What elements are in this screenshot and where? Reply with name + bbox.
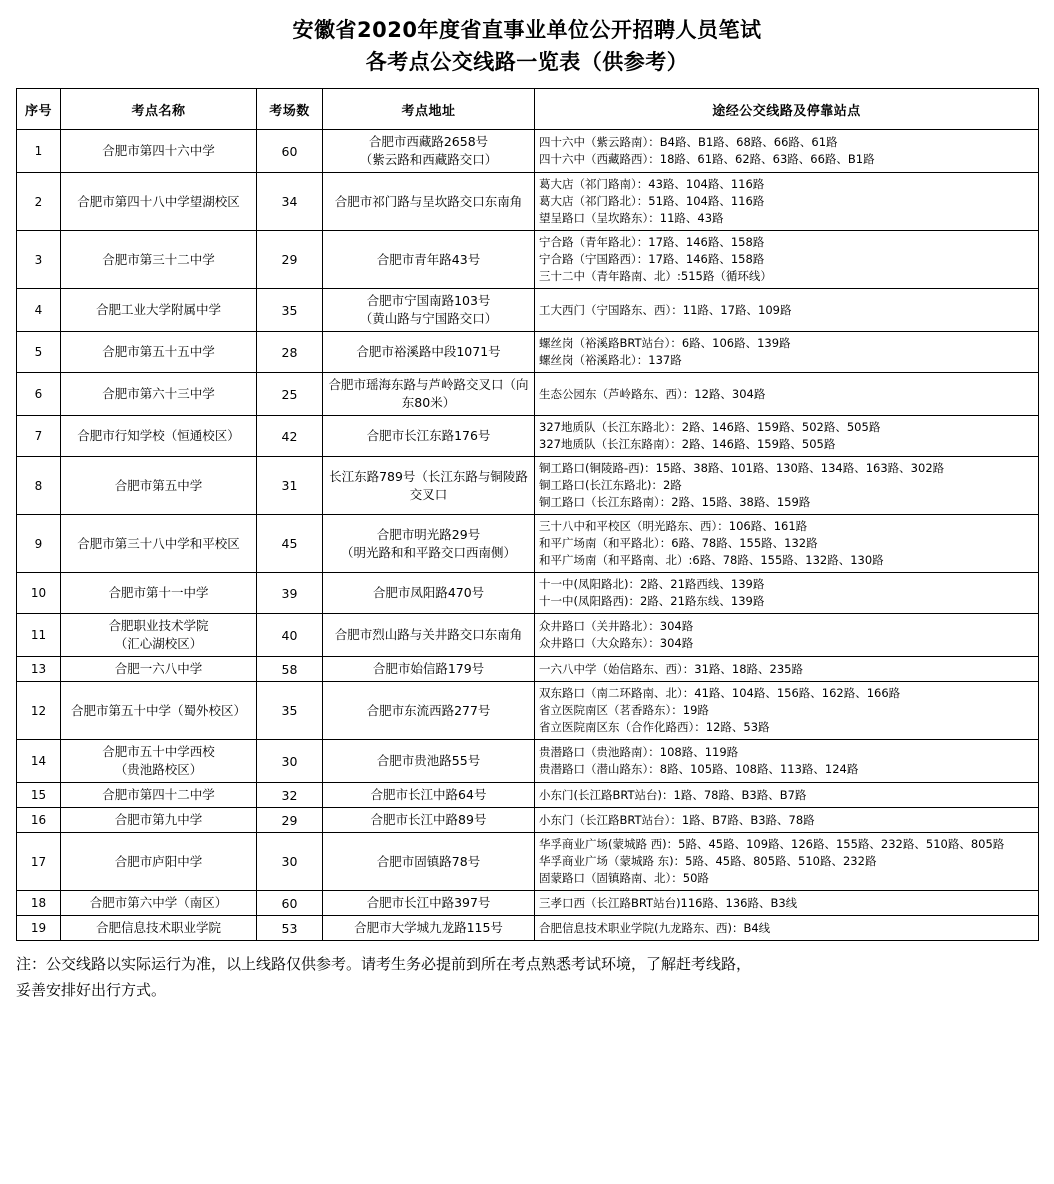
page-title-line-2: 各考点公交线路一览表（供参考） <box>365 50 689 74</box>
cell-line: 合肥市第三十二中学 <box>102 251 215 267</box>
page-title <box>16 14 1038 78</box>
cell-line: 合肥市第四十二中学 <box>102 787 215 802</box>
cell-address <box>323 682 535 740</box>
cell-site-name <box>61 657 257 682</box>
cell-line: 合肥市祁门路与呈坎路交口东南角 <box>334 193 523 209</box>
cell-address <box>323 614 535 657</box>
cell-line: 宁合路（宁国路西）：17路、146路、158路 <box>539 252 765 266</box>
cell-address <box>323 231 535 289</box>
cell-index: 12 <box>17 682 61 740</box>
table-row <box>17 916 1039 941</box>
cell-address <box>323 416 535 457</box>
cell-address <box>323 573 535 614</box>
column-header-site-name: 考点名称 <box>61 89 257 130</box>
cell-line: 生态公园东（芦岭路东、西）：12路、304路 <box>539 386 766 401</box>
cell-site-name <box>61 173 257 231</box>
cell-line: 合肥信息技术职业学院 <box>95 920 221 935</box>
footer-note-line-2: 妥善安排好出行方式。 <box>16 981 167 999</box>
cell-line: 合肥市五十中学西校 <box>102 744 215 759</box>
cell-line: 省立医院南区（茗香路东）：19路 <box>539 703 709 717</box>
cell-line: （汇心湖校区） <box>114 636 203 651</box>
table-row <box>17 457 1039 515</box>
cell-line: 螺丝岗（裕溪路BRT站台）：6路、106路、139路 <box>539 336 791 350</box>
cell-bus-routes <box>535 231 1039 289</box>
cell-line: 合肥市凤阳路470号 <box>372 585 485 600</box>
cell-index: 2 <box>17 173 61 231</box>
cell-line: 合肥市烈山路与关井路交口东南角 <box>334 627 523 642</box>
cell-line: 小东门（长江路BRT站台）：1路、B7路、B3路、78路 <box>539 812 815 827</box>
cell-bus-routes <box>535 682 1039 740</box>
table-row <box>17 833 1039 891</box>
cell-site-name <box>61 130 257 173</box>
cell-site-name <box>61 416 257 457</box>
cell-line: 合肥市第五十中学（蜀外校区） <box>70 702 246 718</box>
cell-index: 7 <box>17 416 61 457</box>
cell-room-count: 42 <box>257 416 323 457</box>
cell-index: 14 <box>17 740 61 783</box>
cell-address <box>323 916 535 941</box>
cell-bus-routes <box>535 173 1039 231</box>
cell-line: 合肥市行知学校（恒通校区） <box>77 428 240 443</box>
cell-site-name <box>61 740 257 783</box>
exam-sites-bus-routes-table <box>16 88 1039 941</box>
cell-line: 四十六中（西藏路西）：18路、61路、62路、63路、66路、B1路 <box>539 152 875 166</box>
cell-room-count: 45 <box>257 515 323 573</box>
cell-site-name <box>61 515 257 573</box>
cell-room-count: 35 <box>257 289 323 332</box>
cell-bus-routes <box>535 833 1039 891</box>
cell-bus-routes <box>535 332 1039 373</box>
cell-index: 18 <box>17 891 61 916</box>
cell-line: （黄山路与宁国路交口） <box>359 311 498 326</box>
cell-address <box>323 332 535 373</box>
cell-line: 合肥一六八中学 <box>114 661 203 676</box>
cell-line: 合肥工业大学附属中学 <box>95 302 221 317</box>
cell-address <box>323 740 535 783</box>
cell-line: 众井路口（大众路东）：304路 <box>539 636 694 650</box>
cell-index: 8 <box>17 457 61 515</box>
cell-room-count: 39 <box>257 573 323 614</box>
cell-bus-routes <box>535 573 1039 614</box>
cell-line: 工大西门（宁国路东、西）：11路、17路、109路 <box>539 302 792 317</box>
column-header-address: 考点地址 <box>323 89 535 130</box>
cell-room-count: 40 <box>257 614 323 657</box>
cell-line: （明光路和和平路交口西南侧） <box>340 544 516 560</box>
cell-line: 合肥市庐阳中学 <box>114 853 203 869</box>
cell-room-count: 25 <box>257 373 323 416</box>
cell-bus-routes <box>535 916 1039 941</box>
cell-index: 5 <box>17 332 61 373</box>
cell-site-name <box>61 682 257 740</box>
cell-room-count: 31 <box>257 457 323 515</box>
cell-room-count: 29 <box>257 231 323 289</box>
cell-line: 合肥市固镇路78号 <box>376 853 481 869</box>
footer-note-line-1: 注：公交线路以实际运行为准，以上线路仅供参考。请考生务必提前到所在考点熟悉考试环境，了解赶考线路， <box>16 955 752 973</box>
cell-line: 三十二中（青年路南、北）:515路（循环线） <box>539 269 772 283</box>
cell-room-count: 35 <box>257 682 323 740</box>
cell-line: 合肥市第九中学 <box>114 812 203 827</box>
table-row <box>17 614 1039 657</box>
cell-line: 合肥市青年路43号 <box>376 251 481 267</box>
cell-line: 合肥信息技术职业学院(九龙路东、西)：B4线 <box>539 920 771 935</box>
table-row <box>17 808 1039 833</box>
table-row <box>17 231 1039 289</box>
cell-site-name <box>61 231 257 289</box>
cell-line: 合肥市长江中路64号 <box>370 787 487 802</box>
cell-line: 合肥市大学城九龙路115号 <box>354 920 503 935</box>
table-row <box>17 416 1039 457</box>
cell-line: 葛大店（祁门路北）：51路、104路、116路 <box>539 194 765 208</box>
cell-line: 合肥市第五十五中学 <box>102 344 215 359</box>
cell-room-count: 32 <box>257 783 323 808</box>
cell-index: 4 <box>17 289 61 332</box>
cell-line: 省立医院南区东（合作化路西）：12路、53路 <box>539 720 770 734</box>
table-row <box>17 682 1039 740</box>
cell-line: 合肥市始信路179号 <box>372 661 485 676</box>
cell-line: 327地质队（长江东路北）：2路、146路、159路、502路、505路 <box>539 420 881 434</box>
cell-line: 小东门(长江路BRT站台)：1路、78路、B3路、B7路 <box>539 787 807 802</box>
table-row <box>17 891 1039 916</box>
cell-bus-routes <box>535 457 1039 515</box>
column-header-bus-routes: 途经公交线路及停靠站点 <box>535 89 1039 130</box>
cell-line: 十一中(凤阳路北)：2路、21路西线、139路 <box>539 577 765 591</box>
cell-site-name <box>61 573 257 614</box>
cell-line: 固蒙路口（固镇路南、北）：50路 <box>539 871 709 885</box>
table-row <box>17 573 1039 614</box>
cell-line: （紫云路和西藏路交口） <box>359 152 498 167</box>
table-row <box>17 657 1039 682</box>
cell-line: 铜工路口（长江东路南）：2路、15路、38路、159路 <box>539 495 811 509</box>
cell-room-count: 60 <box>257 891 323 916</box>
table-body <box>17 130 1039 941</box>
cell-site-name <box>61 332 257 373</box>
cell-line: 三十八中和平校区（明光路东、西）：106路、161路 <box>539 519 808 533</box>
cell-room-count: 30 <box>257 740 323 783</box>
cell-line: 合肥市第四十六中学 <box>102 143 215 158</box>
cell-line: 长江东路789号（长江东路与铜陵路交叉口 <box>329 468 528 502</box>
cell-line: 合肥市长江中路397号 <box>366 895 491 910</box>
cell-address <box>323 130 535 173</box>
cell-address <box>323 891 535 916</box>
cell-room-count: 30 <box>257 833 323 891</box>
cell-room-count: 29 <box>257 808 323 833</box>
cell-room-count: 34 <box>257 173 323 231</box>
cell-address <box>323 657 535 682</box>
cell-line: 贵潜路口（贵池路南）：108路、119路 <box>539 745 739 759</box>
cell-address <box>323 289 535 332</box>
cell-line: 三孝口西（长江路BRT站台)116路、136路、B3线 <box>539 895 798 910</box>
cell-line: 合肥市第六中学（南区） <box>89 895 228 910</box>
cell-site-name <box>61 783 257 808</box>
table-row <box>17 783 1039 808</box>
cell-line: 华孚商业广场（蒙城路 东)：5路、45路、805路、510路、232路 <box>539 854 877 868</box>
cell-room-count: 28 <box>257 332 323 373</box>
cell-line: 葛大店（祁门路南）：43路、104路、116路 <box>539 177 765 191</box>
table-row <box>17 289 1039 332</box>
cell-line: 望呈路口（呈坎路东）：11路、43路 <box>539 211 724 225</box>
cell-address <box>323 783 535 808</box>
cell-line: 一六八中学（始信路东、西）：31路、18路、235路 <box>539 661 803 676</box>
footer-note <box>16 951 1038 1003</box>
cell-line: 合肥市瑶海东路与芦岭路交叉口（向东80米） <box>328 377 529 410</box>
cell-line: 合肥市西藏路2658号 <box>368 134 489 149</box>
cell-index: 13 <box>17 657 61 682</box>
cell-room-count: 53 <box>257 916 323 941</box>
table-row <box>17 332 1039 373</box>
cell-line: 贵潜路口（潜山路东）：8路、105路、108路、113路、124路 <box>539 762 859 776</box>
cell-site-name <box>61 457 257 515</box>
cell-line: 合肥市东流西路277号 <box>366 702 491 718</box>
cell-line: 华孚商业广场(蒙城路 西)：5路、45路、109路、126路、155路、232路、510路、805路 <box>539 837 1005 851</box>
table-row <box>17 515 1039 573</box>
cell-bus-routes <box>535 657 1039 682</box>
column-header-room-count: 考场数 <box>257 89 323 130</box>
cell-line: 宁合路（青年路北）：17路、146路、158路 <box>539 235 765 249</box>
cell-line: 合肥市贵池路55号 <box>376 753 481 768</box>
cell-line: 铜工路口(长江东路北)：2路 <box>539 478 682 492</box>
cell-line: 合肥市第六十三中学 <box>102 386 215 401</box>
table-row <box>17 173 1039 231</box>
cell-line: 十一中(凤阳路西)：2路、21路东线、139路 <box>539 594 765 608</box>
cell-site-name <box>61 916 257 941</box>
cell-line: 合肥市第五中学 <box>114 477 203 493</box>
cell-index: 11 <box>17 614 61 657</box>
cell-index: 16 <box>17 808 61 833</box>
cell-line: 和平广场南（和平路南、北）:6路、78路、155路、132路、130路 <box>539 553 884 567</box>
cell-line: 螺丝岗（裕溪路北）：137路 <box>539 353 682 367</box>
cell-index: 15 <box>17 783 61 808</box>
cell-index: 19 <box>17 916 61 941</box>
cell-address <box>323 833 535 891</box>
cell-index: 17 <box>17 833 61 891</box>
cell-site-name <box>61 891 257 916</box>
cell-site-name <box>61 833 257 891</box>
cell-line: 327地质队（长江东路南）：2路、146路、159路、505路 <box>539 437 836 451</box>
cell-bus-routes <box>535 891 1039 916</box>
cell-index: 10 <box>17 573 61 614</box>
cell-bus-routes <box>535 289 1039 332</box>
cell-index: 6 <box>17 373 61 416</box>
cell-line: （贵池路校区） <box>114 762 203 777</box>
table-row <box>17 740 1039 783</box>
cell-address <box>323 373 535 416</box>
cell-line: 双东路口（南二环路南、北）：41路、104路、156路、162路、166路 <box>539 686 901 700</box>
cell-site-name <box>61 373 257 416</box>
cell-bus-routes <box>535 783 1039 808</box>
cell-index: 3 <box>17 231 61 289</box>
cell-line: 合肥市第四十八中学望湖校区 <box>77 193 240 209</box>
column-header-index: 序号 <box>17 89 61 130</box>
cell-address <box>323 808 535 833</box>
cell-room-count: 58 <box>257 657 323 682</box>
cell-line: 合肥市明光路29号 <box>376 526 481 542</box>
cell-bus-routes <box>535 515 1039 573</box>
cell-bus-routes <box>535 373 1039 416</box>
cell-line: 众井路口（关井路北）：304路 <box>539 619 694 633</box>
cell-address <box>323 173 535 231</box>
cell-bus-routes <box>535 808 1039 833</box>
cell-bus-routes <box>535 740 1039 783</box>
cell-index: 9 <box>17 515 61 573</box>
table-row <box>17 130 1039 173</box>
cell-site-name <box>61 808 257 833</box>
cell-index: 1 <box>17 130 61 173</box>
table-header-row <box>17 89 1039 130</box>
cell-line: 合肥市长江东路176号 <box>366 428 491 443</box>
cell-room-count: 60 <box>257 130 323 173</box>
cell-site-name <box>61 614 257 657</box>
cell-line: 合肥职业技术学院 <box>108 618 209 633</box>
cell-bus-routes <box>535 130 1039 173</box>
cell-line: 合肥市第三十八中学和平校区 <box>77 535 240 551</box>
cell-bus-routes <box>535 614 1039 657</box>
cell-line: 铜工路口(铜陵路-西)：15路、38路、101路、130路、134路、163路、302路 <box>539 461 945 475</box>
table-row <box>17 373 1039 416</box>
cell-line: 合肥市长江中路89号 <box>370 812 487 827</box>
cell-bus-routes <box>535 416 1039 457</box>
cell-address <box>323 515 535 573</box>
cell-address <box>323 457 535 515</box>
page-title-line-1: 安徽省2020年度省直事业单位公开招聘人员笔试 <box>292 18 762 42</box>
cell-line: 合肥市宁国南路103号 <box>366 293 491 308</box>
cell-line: 和平广场南（和平路北）：6路、78路、155路、132路 <box>539 536 818 550</box>
cell-line: 合肥市第十一中学 <box>108 585 209 600</box>
cell-line: 四十六中（紫云路南）：B4路、B1路、68路、66路、61路 <box>539 135 838 149</box>
cell-site-name <box>61 289 257 332</box>
cell-line: 合肥市裕溪路中段1071号 <box>356 344 501 359</box>
